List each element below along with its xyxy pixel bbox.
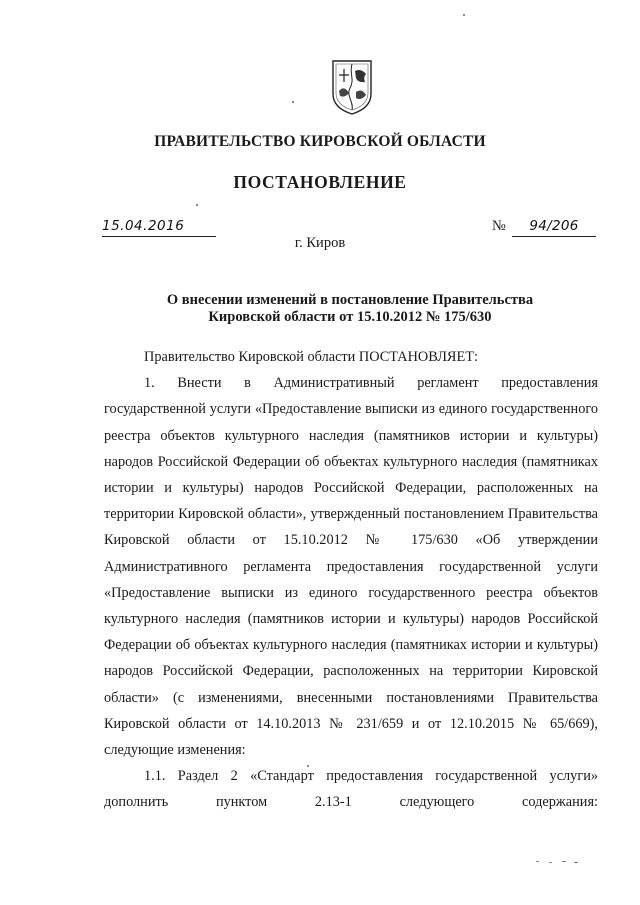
document-number-field — [512, 216, 596, 237]
document-type-heading: ПОСТАНОВЛЕНИЕ — [233, 172, 407, 192]
handwritten-number: 94/206 — [529, 218, 579, 234]
coat-of-arms-emblem — [330, 58, 374, 116]
paragraph-item-1-1: 1.1. Раздел 2 «Стандарт предоставления государственной услуги» дополнить пунктом 2.13-1 следующего содержания: — [104, 768, 598, 811]
date-field — [102, 216, 216, 237]
scan-speck — [562, 861, 566, 862]
subject-line-2: Кировской области от 15.10.2012 № 175/630 — [208, 309, 492, 325]
subject-line-1: О внесении изменений в постановление Правительства — [166, 292, 534, 308]
number-label: № — [492, 218, 506, 234]
scan-speck — [196, 204, 198, 206]
paragraph-item-1: 1. Внести в Административный регламент предоставления государственной услуги «Предоставление выписки из единого государственного реестра объектов культурного наследия (памятников истории и культуры) народов Российской Федерации об объектах культурного наследия (памятниках истории и культуры) народов Российской Федерации, расположенных на территории Кировской области», утвержденный постановлением Правительства Кировской области от 15.10.2012 № 175/630 «Об утверждении Административного регламента предоставления государственной услуги «Предоставление выписки из единого государственного реестра объектов культурного наследия (памятников истории и культуры) народов Российской Федерации об объектах культурного наследия (памятниках истории и культуры) народов Российской Федерации, расположенных на территории Кировской области» (с изменениями, внесенными постановлениями Правительства Кировской области от 14.10.2013 № 231/659 и от 12.10.2015 № 65/669), следующие изменения: — [104, 375, 598, 759]
government-title: ПРАВИТЕЛЬСТВО КИРОВСКОЙ ОБЛАСТИ — [154, 133, 486, 150]
scan-speck — [536, 861, 539, 862]
scan-speck — [549, 862, 552, 863]
scan-speck — [574, 862, 578, 863]
document-subject — [100, 292, 600, 326]
scan-speck — [463, 14, 465, 16]
document-body — [104, 344, 598, 816]
city-name: г. Киров — [294, 235, 346, 251]
scan-speck — [292, 101, 294, 103]
scan-speck — [307, 765, 309, 767]
handwritten-date: 15.04.2016 — [102, 218, 185, 234]
paragraph-preamble: Правительство Кировской области ПОСТАНОВЛЯЕТ: — [144, 349, 478, 365]
